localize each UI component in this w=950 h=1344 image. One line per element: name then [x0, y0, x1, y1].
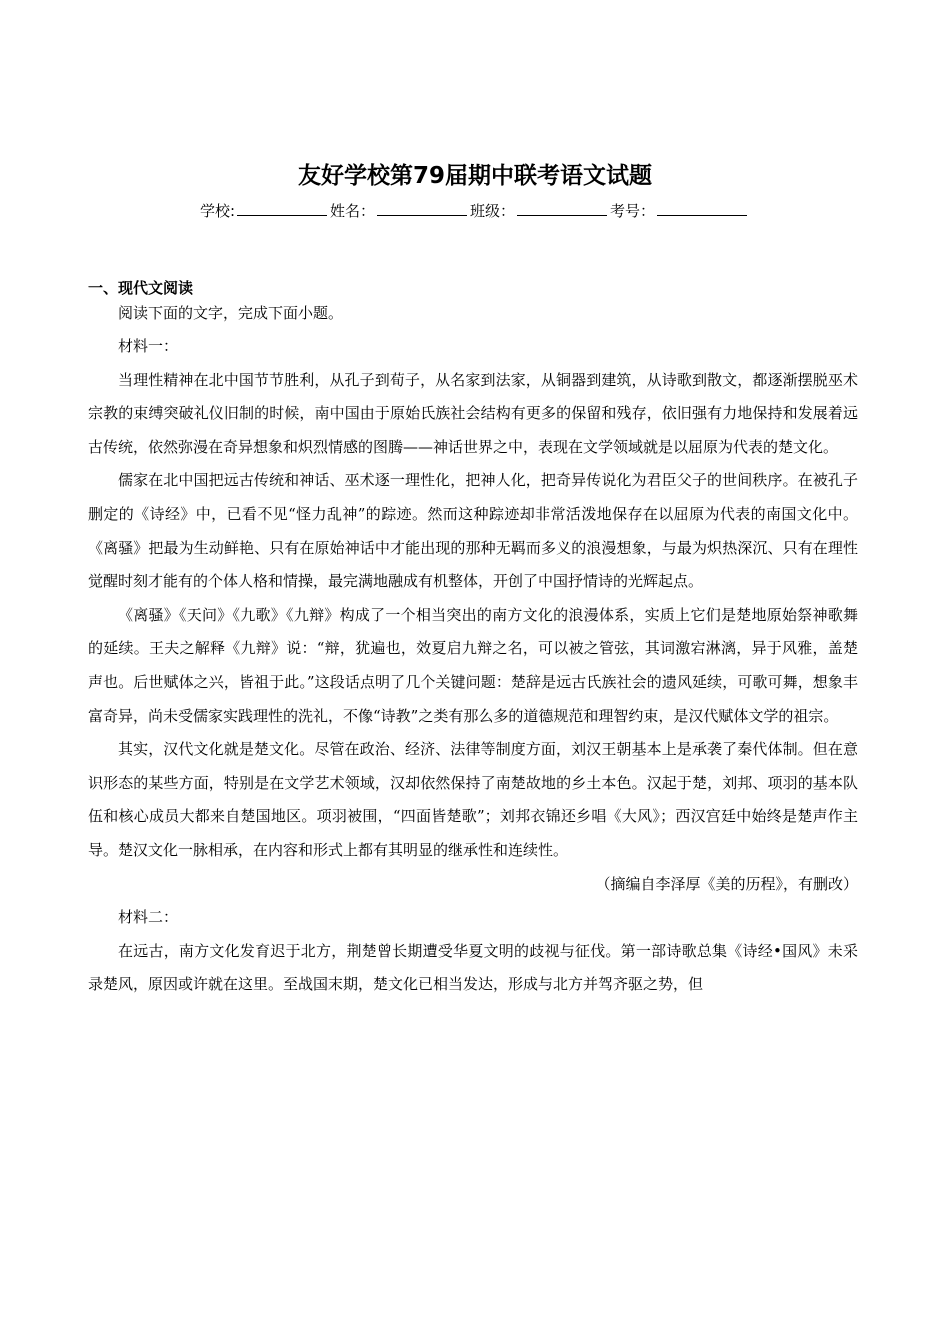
section-heading: 一、现代文阅读 [88, 279, 194, 297]
material1-label: 材料一： [118, 337, 179, 355]
name-label: 姓名： [330, 202, 376, 220]
paragraph: 《离骚》《天问》《九歌》《九辩》构成了一个相当突出的南方文化的浪漫体系，实质上它们是楚地原始祭神歌舞的延续。王夫之解释《九辩》说：“辩，犹遍也，效夏启九辩之名，可以被之管弦，其词激宕淋漓，异于风雅，盖楚声也。后世赋体之兴，皆祖于此。”这段话点明了几个关键问题：楚辞是远古氏族社会的遗风延续，可歌可舞，想象丰富奇异，尚未受儒家实践理性的洗礼，不像“诗教”之类有那么多的道德规范和理智约束，是汉代赋体文学的祖宗。 [88, 605, 858, 725]
paragraph: 儒家在北中国把远古传统和神话、巫术逐一理性化，把神人化，把奇异传说化为君臣父子的世间秩序。在被孔子删定的《诗经》中，已看不见“怪力乱神”的踪迹。然而这种踪迹却非常活泼地保存在以屈原为代表的南国文化中。《离骚》把最为生动鲜艳、只有在原始神话中才能出现的那种无羁而多义的浪漫想象，与最为炽热深沉、只有在理性觉醒时刻才能有的个体人格和情操，最完满地融成有机整体，开创了中国抒情诗的光辉起点。 [88, 471, 858, 591]
paragraph: 当理性精神在北中国节节胜利，从孔子到荀子，从名家到法家，从铜器到建筑，从诗歌到散文，都逐渐摆脱巫术宗教的束缚突破礼仪旧制的时候，南中国由于原始氏族社会结构有更多的保留和残存，依旧强有力地保持和发展着远古传统，依然弥漫在奇异想象和炽烈情感的图腾——神话世界之中，表现在文学领域就是以屈原为代表的楚文化。 [88, 370, 858, 456]
school-label: 学校: [199, 202, 235, 220]
exam-title: 友好学校第79届期中联考语文试题 [297, 163, 652, 189]
exam-number-label: 考号： [610, 202, 656, 220]
material2-label: 材料二： [118, 908, 179, 927]
school-blank[interactable] [237, 200, 327, 216]
name-blank[interactable] [377, 200, 467, 216]
reading-body [88, 301, 858, 1002]
instruction: 阅读下面的文字，完成下面小题。 [118, 304, 344, 322]
source-note: （摘编自李泽厚《美的历程》，有删改） [595, 874, 858, 893]
paragraph: 其实，汉代文化就是楚文化。尽管在政治、经济、法律等制度方面，刘汉王朝基本上是承袭了秦代体制。但在意识形态的某些方面，特别是在文学艺术领域，汉却依然保持了南楚故地的乡土本色。汉起于楚，刘邦、项羽的基本队伍和核心成员大都来自楚国地区。项羽被围，“四面皆楚歌”；刘邦衣锦还乡唱《大风》；西汉宫廷中始终是楚声作主导。楚汉文化一脉相承，在内容和形式上都有其明显的继承性和连续性。 [88, 740, 858, 859]
student-info-line [0, 199, 950, 223]
exam-number-blank[interactable] [657, 200, 747, 216]
class-label: 班级： [470, 202, 516, 220]
paragraph: 在远古，南方文化发育迟于北方，荆楚曾长期遭受华夏文明的歧视与征伐。第一部诗歌总集《诗经•国风》未采录楚风，原因或许就在这里。至战国末期，楚文化已相当发达，形成与北方并驾齐驱之势，但 [88, 941, 858, 994]
class-blank[interactable] [517, 200, 607, 216]
